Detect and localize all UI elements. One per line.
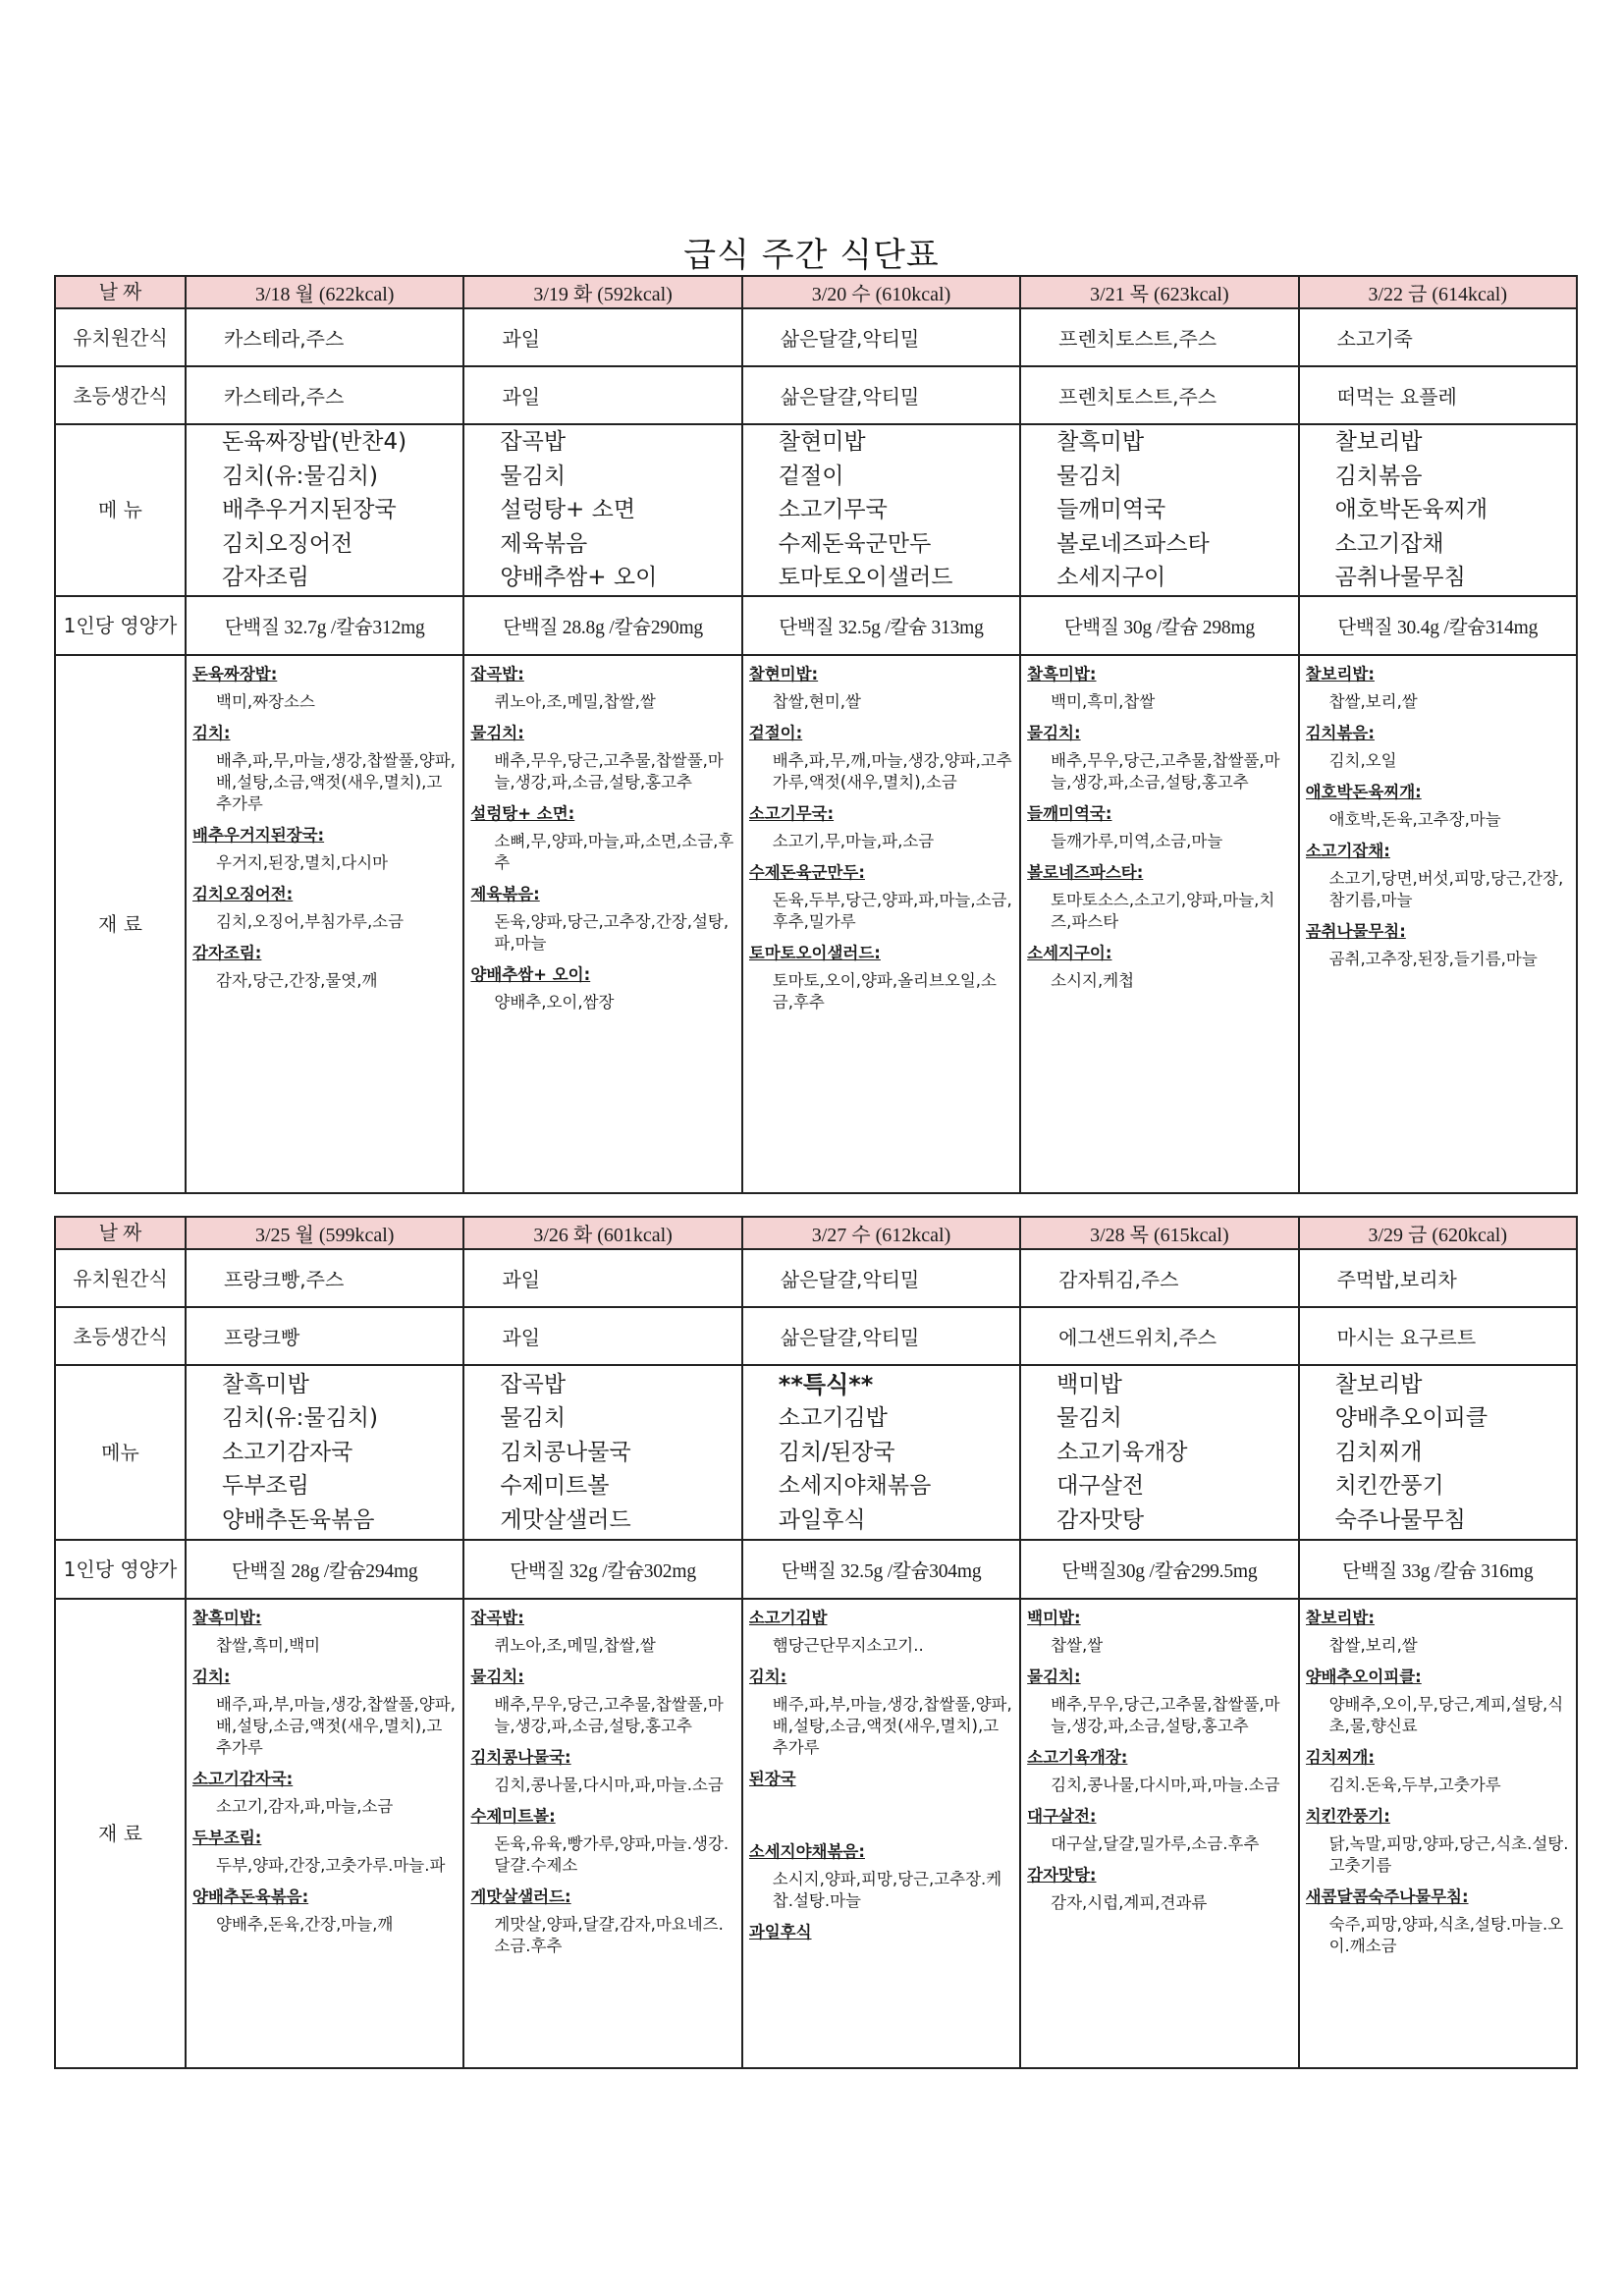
ingredient-dish-name: 게맛살샐러드: xyxy=(470,1887,571,1906)
menu-row xyxy=(55,424,1577,596)
kinder-snack-cell: 프랑크빵,주스 xyxy=(186,1249,463,1307)
ingredient-dish-name: 두부조림: xyxy=(192,1829,262,1847)
ingredient-dish-name: 돈육짜장밥: xyxy=(192,664,278,683)
ingredient-list: 곰취,고추장,된장,들기름,마늘 xyxy=(1328,949,1538,968)
day-header: 3/22 금 (614kcal) xyxy=(1299,276,1577,308)
kinder-snack-row xyxy=(55,308,1577,366)
day-header: 3/20 수 (610kcal) xyxy=(742,276,1020,308)
menu-item: 잡곡밥 xyxy=(500,429,567,455)
ingredient-dish-name: 소고기잡채: xyxy=(1305,841,1390,860)
ingredient-list: 소시지,양파,피망,당근,고추장.케찹.설탕.마늘 xyxy=(772,1870,1002,1910)
kinder-snack-cell: 주먹밥,보리차 xyxy=(1299,1249,1577,1307)
ingredient-dish-name: 토마토오이샐러드: xyxy=(748,943,881,962)
ingredients-row xyxy=(55,1599,1577,2068)
row-label-date: 날 짜 xyxy=(55,276,186,308)
date-row xyxy=(55,276,1577,308)
day-header: 3/27 수 (612kcal) xyxy=(742,1217,1020,1249)
ingredients-cell xyxy=(742,655,1020,1193)
row-label-elem-snack: 초등생간식 xyxy=(55,366,186,424)
ingredient-dish-name: 치킨깐풍기: xyxy=(1305,1807,1390,1826)
ingredient-dish-name: 제육볶음: xyxy=(470,884,540,903)
nutrition-cell: 단백질30g /칼슘299.5mg xyxy=(1020,1540,1298,1599)
menu-item: 애호박돈육찌개 xyxy=(1334,497,1488,522)
ingredient-list: 찹쌀,보리,쌀 xyxy=(1328,691,1418,711)
nutrition-cell: 단백질 30.4g /칼슘314mg xyxy=(1299,596,1577,655)
menu-item: 배추우거지된장국 xyxy=(222,497,397,522)
ingredient-dish-name: 김치콩나물국: xyxy=(470,1748,571,1767)
ingredient-list: 토마토소스,소고기,양파,마늘,치즈,파스타 xyxy=(1051,890,1275,931)
ingredient-list: 배추,무우,당근,고추물,찹쌀풀,마늘,생강,파,소금,설탕,홍고추 xyxy=(494,1695,724,1735)
nutrition-cell: 단백질 28.8g /칼슘290mg xyxy=(463,596,741,655)
ingredient-list xyxy=(749,1949,1013,1985)
menu-cell xyxy=(1299,424,1577,596)
ingredient-list: 돈육,두부,당근,양파,파,마늘,소금,후추,밀가루 xyxy=(772,890,1012,931)
ingredient-dish-name: 김치찌개: xyxy=(1305,1748,1375,1767)
menu-item: 물김치 xyxy=(1056,463,1122,489)
ingredient-list: 애호박,돈육,고추장,마늘 xyxy=(1328,809,1501,829)
ingredient-list: 소고기,감자,파,마늘,소금 xyxy=(216,1797,394,1816)
ingredient-list: 양배추,오이,무,당근,계피,설탕,식초,물,향신료 xyxy=(1328,1695,1564,1735)
ingredient-list: 백미,흑미,찹쌀 xyxy=(1051,691,1156,711)
ingredient-list: 돈육,양파,당근,고추장,간장,설탕,파,마늘 xyxy=(494,911,730,953)
ingredient-list: 배추,무우,당근,고추물,찹쌀풀,마늘,생강,파,소금,설탕,홍고추 xyxy=(1051,1695,1280,1735)
menu-cell xyxy=(1020,424,1298,596)
ingredient-dish-name: 양배추오이피클: xyxy=(1305,1667,1422,1686)
ingredients-cell xyxy=(742,1599,1020,2068)
menu-special-label: **특식** xyxy=(778,1370,874,1398)
ingredient-dish-name: 김치볶음: xyxy=(1305,723,1375,742)
ingredient-list: 숙주,피망,양파,식초,설탕.마늘.오이.깨소금 xyxy=(1328,1915,1564,1955)
menu-item: 소고기잡채 xyxy=(1334,530,1444,557)
ingredient-dish-name: 찰보리밥: xyxy=(1305,664,1375,683)
elem-snack-row xyxy=(55,366,1577,424)
ingredient-dish-name: 소고기감자국: xyxy=(192,1770,294,1788)
nutrition-row xyxy=(55,596,1577,655)
kinder-snack-cell: 카스테라,주스 xyxy=(186,308,463,366)
kinder-snack-cell: 삶은달걀,악티밀 xyxy=(742,1249,1020,1307)
nutrition-cell: 단백질 33g /칼슘 316mg xyxy=(1299,1540,1577,1599)
ingredient-list: 두부,양파,간장,고춧가루.마늘.파 xyxy=(216,1856,446,1875)
menu-item: 잡곡밥 xyxy=(500,1371,567,1397)
ingredient-dish-name: 물김치: xyxy=(1027,723,1081,742)
nutrition-cell: 단백질 30g /칼슘 298mg xyxy=(1020,596,1298,655)
day-header: 3/29 금 (620kcal) xyxy=(1299,1217,1577,1249)
row-label-nutrition: 1인당 영양가 xyxy=(55,1540,186,1599)
ingredients-cell xyxy=(1020,1599,1298,2068)
ingredients-cell xyxy=(1299,1599,1577,2068)
day-header: 3/25 월 (599kcal) xyxy=(186,1217,463,1249)
menu-item: 양배추돈육볶음 xyxy=(222,1506,375,1533)
ingredient-list: 배추,무우,당근,고추물,찹쌀풀,마늘,생강,파,소금,설탕,홍고추 xyxy=(494,750,724,792)
menu-item: 양배추쌈+ 오이 xyxy=(500,565,658,590)
kinder-snack-cell: 삶은달걀,악티밀 xyxy=(742,308,1020,366)
elem-snack-cell: 과일 xyxy=(463,366,741,424)
menu-item: 돈육짜장밥(반찬4) xyxy=(222,429,407,455)
ingredient-dish-name: 물김치: xyxy=(470,1667,524,1686)
ingredient-list: 배추,무우,당근,고추물,찹쌀풀,마늘,생강,파,소금,설탕,홍고추 xyxy=(1051,750,1280,792)
ingredient-list: 찹쌀,흑미,백미 xyxy=(216,1636,321,1655)
menu-item: 찰흑미밥 xyxy=(222,1371,309,1397)
menu-item: 김치볶음 xyxy=(1334,463,1423,489)
ingredient-list: 돈육,유육,빵가루,양파,마늘.생강.달걀.수제소 xyxy=(494,1834,730,1875)
menu-item: 과일후식 xyxy=(778,1506,866,1533)
ingredient-dish-name: 수제돈육군만두: xyxy=(748,862,865,882)
menu-item: 수제미트볼 xyxy=(500,1473,610,1500)
nutrition-cell: 단백질 32g /칼슘302mg xyxy=(463,1540,741,1599)
row-label-date: 날 짜 xyxy=(55,1217,186,1249)
kinder-snack-cell: 과일 xyxy=(463,1249,741,1307)
menu-item: 백미밥 xyxy=(1056,1371,1122,1397)
menu-item: 김치/된장국 xyxy=(778,1439,895,1465)
ingredients-cell xyxy=(463,1599,741,2068)
ingredient-list: 김치,콩나물,다시마,파,마늘.소금 xyxy=(494,1776,724,1794)
menu-item: 찰보리밥 xyxy=(1334,1371,1423,1397)
ingredient-dish-name: 찰흑미밥: xyxy=(1027,664,1097,683)
ingredient-list: 들깨가루,미역,소금,마늘 xyxy=(1051,831,1223,850)
menu-item: 김치(유:물김치) xyxy=(222,1405,379,1432)
ingredient-list: 찹쌀,쌀 xyxy=(1051,1636,1104,1655)
page-title: 급식 주간 식단표 xyxy=(683,236,940,275)
menu-item: 치킨깐풍기 xyxy=(1334,1473,1444,1500)
ingredient-dish-name: 감자조림: xyxy=(192,943,262,962)
row-label-nutrition: 1인당 영양가 xyxy=(55,596,186,655)
elem-snack-cell: 카스테라,주스 xyxy=(186,366,463,424)
elem-snack-row xyxy=(55,1307,1577,1365)
ingredient-dish-name: 소고기김밥 xyxy=(748,1609,828,1627)
ingredients-row xyxy=(55,655,1577,1193)
ingredient-list: 찹쌀,보리,쌀 xyxy=(1328,1636,1418,1655)
kinder-snack-cell: 감자튀김,주스 xyxy=(1020,1249,1298,1307)
menu-item: 소고기육개장 xyxy=(1056,1439,1188,1465)
ingredient-dish-name: 물김치: xyxy=(470,723,524,742)
menu-item: 소고기김밥 xyxy=(778,1405,888,1432)
ingredient-list: 소고기,당면,버섯,피망,당근,간장,참기름,마늘 xyxy=(1328,868,1564,909)
ingredient-list: 김치,오징어,부침가루,소금 xyxy=(216,911,405,931)
ingredient-list: 토마토,오이,양파,올리브오일,소금,후추 xyxy=(772,970,997,1011)
day-header: 3/26 화 (601kcal) xyxy=(463,1217,741,1249)
ingredient-list xyxy=(749,1796,1013,1831)
ingredient-list: 양배추,돈육,간장,마늘,깨 xyxy=(216,1915,394,1934)
menu-cell xyxy=(186,424,463,596)
menu-item: 소고기무국 xyxy=(778,497,888,522)
menu-item: 김치콩나물국 xyxy=(500,1439,631,1465)
ingredient-list: 배추,파,무,마늘,생강,찹쌀풀,양파,배,설탕,소금,액젓(새우,멸치),고추가루 xyxy=(216,750,456,813)
kinder-snack-cell: 프렌치토스트,주스 xyxy=(1020,308,1298,366)
nutrition-cell: 단백질 32.5g /칼슘 313mg xyxy=(742,596,1020,655)
ingredient-list: 김치.돈육,두부,고춧가루 xyxy=(1328,1776,1501,1794)
ingredient-dish-name: 된장국 xyxy=(748,1770,796,1788)
menu-item: 물김치 xyxy=(1056,1405,1122,1432)
day-header: 3/21 목 (623kcal) xyxy=(1020,276,1298,308)
weekly-menu-table-week2 xyxy=(54,1216,1578,2069)
ingredients-cell xyxy=(186,655,463,1193)
menu-item: 제육볶음 xyxy=(500,530,588,557)
ingredient-list: 배추,파,무,깨,마늘,생강,양파,고추가루,액젓(새우,멸치),소금 xyxy=(772,750,1012,792)
menu-cell xyxy=(186,1365,463,1540)
nutrition-row xyxy=(55,1540,1577,1599)
ingredients-cell xyxy=(463,655,741,1193)
kinder-snack-cell: 소고기죽 xyxy=(1299,308,1577,366)
menu-item: 설렁탕+ 소면 xyxy=(500,497,636,522)
ingredient-list: 닭,녹말,피망,양파,당근,식초.설탕.고춧기름 xyxy=(1328,1834,1569,1875)
ingredient-dish-name: 배추우거지된장국: xyxy=(192,825,325,845)
ingredient-dish-name: 양배추쌈+ 오이: xyxy=(470,964,591,984)
menu-item: 수제돈육군만두 xyxy=(778,530,932,557)
elem-snack-cell: 삶은달걀,악티밀 xyxy=(742,1307,1020,1365)
ingredient-dish-name: 대구살전: xyxy=(1027,1807,1097,1826)
ingredient-dish-name: 곰취나물무침: xyxy=(1305,921,1406,941)
nutrition-cell: 단백질 32.5g /칼슘304mg xyxy=(742,1540,1020,1599)
elem-snack-cell: 프렌치토스트,주스 xyxy=(1020,366,1298,424)
ingredients-cell xyxy=(186,1599,463,2068)
menu-row xyxy=(55,1365,1577,1540)
row-label-kinder-snack: 유치원간식 xyxy=(55,1249,186,1307)
row-label-elem-snack: 초등생간식 xyxy=(55,1307,186,1365)
ingredient-dish-name: 김치: xyxy=(748,1667,787,1686)
nutrition-cell: 단백질 28g /칼슘294mg xyxy=(186,1540,463,1599)
ingredient-dish-name: 소세지야채볶음: xyxy=(748,1842,865,1861)
ingredient-list: 김치,콩나물,다시마,파,마늘.소금 xyxy=(1051,1776,1280,1794)
weekly-menu-table-week1 xyxy=(54,275,1578,1194)
row-label-kinder-snack: 유치원간식 xyxy=(55,308,186,366)
menu-item: 감자맛탕 xyxy=(1056,1506,1145,1533)
day-header: 3/28 목 (615kcal) xyxy=(1020,1217,1298,1249)
menu-cell xyxy=(1299,1365,1577,1540)
menu-item: 겉절이 xyxy=(778,463,844,489)
ingredient-list: 김치,오일 xyxy=(1328,750,1397,770)
ingredients-cell xyxy=(1020,655,1298,1193)
ingredient-dish-name: 소고기육개장: xyxy=(1027,1748,1128,1767)
ingredient-list: 햄당근단무지소고기.. xyxy=(772,1636,924,1655)
day-header: 3/19 화 (592kcal) xyxy=(463,276,741,308)
date-row xyxy=(55,1217,1577,1249)
ingredient-dish-name: 김치: xyxy=(192,1667,231,1686)
ingredient-dish-name: 애호박돈육찌개: xyxy=(1305,782,1422,801)
row-label-ingredients: 재 료 xyxy=(55,655,186,1193)
ingredient-dish-name: 잡곡밥: xyxy=(470,664,524,683)
ingredient-list: 배주,파,부,마늘,생강,찹쌀풀,양파,배,설탕,소금,액젓(새우,멸치),고추가루 xyxy=(216,1695,456,1757)
menu-item: 양배추오이피클 xyxy=(1334,1405,1488,1432)
ingredient-list: 배주,파,부,마늘,생강,찹쌀풀,양파,배,설탕,소금,액젓(새우,멸치),고추가루 xyxy=(772,1695,1012,1757)
menu-item: 소세지야채볶음 xyxy=(778,1473,932,1500)
elem-snack-cell: 떠먹는 요플레 xyxy=(1299,366,1577,424)
ingredient-dish-name: 찰현미밥: xyxy=(748,664,819,683)
kinder-snack-row xyxy=(55,1249,1577,1307)
menu-item: 들깨미역국 xyxy=(1056,497,1166,522)
ingredient-list: 우거지,된장,멸치,다시마 xyxy=(216,852,389,872)
menu-item: 두부조림 xyxy=(222,1473,309,1500)
elem-snack-cell: 에그샌드위치,주스 xyxy=(1020,1307,1298,1365)
ingredient-dish-name: 소세지구이: xyxy=(1027,943,1112,962)
menu-item: 김치(유:물김치) xyxy=(222,463,379,489)
ingredient-list: 퀴노아,조,메밀,찹쌀,쌀 xyxy=(494,1636,656,1655)
menu-item: 찰흑미밥 xyxy=(1056,429,1145,455)
ingredient-list: 양배추,오이,쌈장 xyxy=(494,992,615,1011)
elem-snack-cell: 마시는 요구르트 xyxy=(1299,1307,1577,1365)
menu-item: 물김치 xyxy=(500,463,567,489)
ingredient-dish-name: 찰흑미밥: xyxy=(192,1609,262,1627)
ingredient-dish-name: 물김치: xyxy=(1027,1667,1081,1686)
ingredient-list: 감자,당근,간장,물엿,깨 xyxy=(216,970,378,990)
ingredient-dish-name: 김치: xyxy=(192,723,231,742)
menu-cell xyxy=(463,424,741,596)
ingredient-dish-name: 백미밥: xyxy=(1027,1609,1081,1627)
menu-item: 김치오징어전 xyxy=(222,530,353,557)
menu-item: 게맛살샐러드 xyxy=(500,1506,631,1533)
menu-cell xyxy=(1020,1365,1298,1540)
menu-cell xyxy=(742,1365,1020,1540)
menu-item: 소세지구이 xyxy=(1056,565,1166,590)
ingredient-list: 게맛살,양파,달걀,감자,마요네즈.소금.후추 xyxy=(494,1915,724,1955)
ingredient-dish-name: 감자맛탕: xyxy=(1027,1866,1097,1885)
ingredient-dish-name: 수제미트볼: xyxy=(470,1807,556,1826)
menu-item: 곰취나물무침 xyxy=(1334,565,1466,590)
menu-cell xyxy=(742,424,1020,596)
ingredient-dish-name: 김치오징어전: xyxy=(192,884,294,903)
ingredient-dish-name: 설렁탕+ 소면: xyxy=(470,803,575,823)
menu-item: 찰현미밥 xyxy=(778,429,866,455)
ingredient-list: 소고기,무,마늘,파,소금 xyxy=(772,831,935,850)
menu-item: 찰보리밥 xyxy=(1334,429,1423,455)
row-label-menu: 메 뉴 xyxy=(55,424,186,596)
menu-item: 김치찌개 xyxy=(1334,1439,1423,1465)
elem-snack-cell: 삶은달걀,악티밀 xyxy=(742,366,1020,424)
menu-item: 물김치 xyxy=(500,1405,567,1432)
ingredients-cell xyxy=(1299,655,1577,1193)
ingredient-dish-name: 소고기무국: xyxy=(748,803,835,823)
ingredient-dish-name: 잡곡밥: xyxy=(470,1609,524,1627)
ingredient-list: 감자,시럽,계피,견과류 xyxy=(1051,1893,1208,1912)
ingredient-dish-name: 과일후식 xyxy=(748,1923,812,1941)
ingredient-dish-name: 볼로네즈파스타: xyxy=(1027,862,1144,882)
elem-snack-cell: 과일 xyxy=(463,1307,741,1365)
elem-snack-cell: 프랑크빵 xyxy=(186,1307,463,1365)
menu-item: 볼로네즈파스타 xyxy=(1056,530,1210,557)
menu-item: 대구살전 xyxy=(1056,1473,1145,1500)
menu-item: 감자조림 xyxy=(222,565,309,590)
ingredient-dish-name: 들깨미역국: xyxy=(1027,803,1112,823)
ingredient-list: 대구살,달걀,밀가루,소금.후추 xyxy=(1051,1834,1260,1853)
ingredient-list: 백미,짜장소스 xyxy=(216,691,315,711)
kinder-snack-cell: 과일 xyxy=(463,308,741,366)
ingredient-dish-name: 양배추돈육볶음: xyxy=(192,1887,309,1906)
ingredient-list: 소뼈,무,양파,마늘,파,소면,소금,후추 xyxy=(494,831,734,872)
row-label-menu: 메뉴 xyxy=(55,1365,186,1540)
ingredient-list: 퀴노아,조,메밀,찹쌀,쌀 xyxy=(494,691,656,711)
nutrition-cell: 단백질 32.7g /칼슘312mg xyxy=(186,596,463,655)
day-header: 3/18 월 (622kcal) xyxy=(186,276,463,308)
ingredient-dish-name: 새콤달콤숙주나물무침: xyxy=(1305,1887,1469,1906)
ingredient-dish-name: 찰보리밥: xyxy=(1305,1609,1375,1627)
ingredient-list: 소시지,케첩 xyxy=(1051,970,1135,990)
menu-item: 토마토오이샐러드 xyxy=(778,565,953,590)
menu-item: 소고기감자국 xyxy=(222,1439,353,1465)
ingredient-dish-name: 겉절이: xyxy=(748,723,803,742)
ingredient-list: 찹쌀,현미,쌀 xyxy=(772,691,861,711)
menu-cell xyxy=(463,1365,741,1540)
menu-item: 숙주나물무침 xyxy=(1334,1506,1466,1533)
row-label-ingredients: 재 료 xyxy=(55,1599,186,2068)
